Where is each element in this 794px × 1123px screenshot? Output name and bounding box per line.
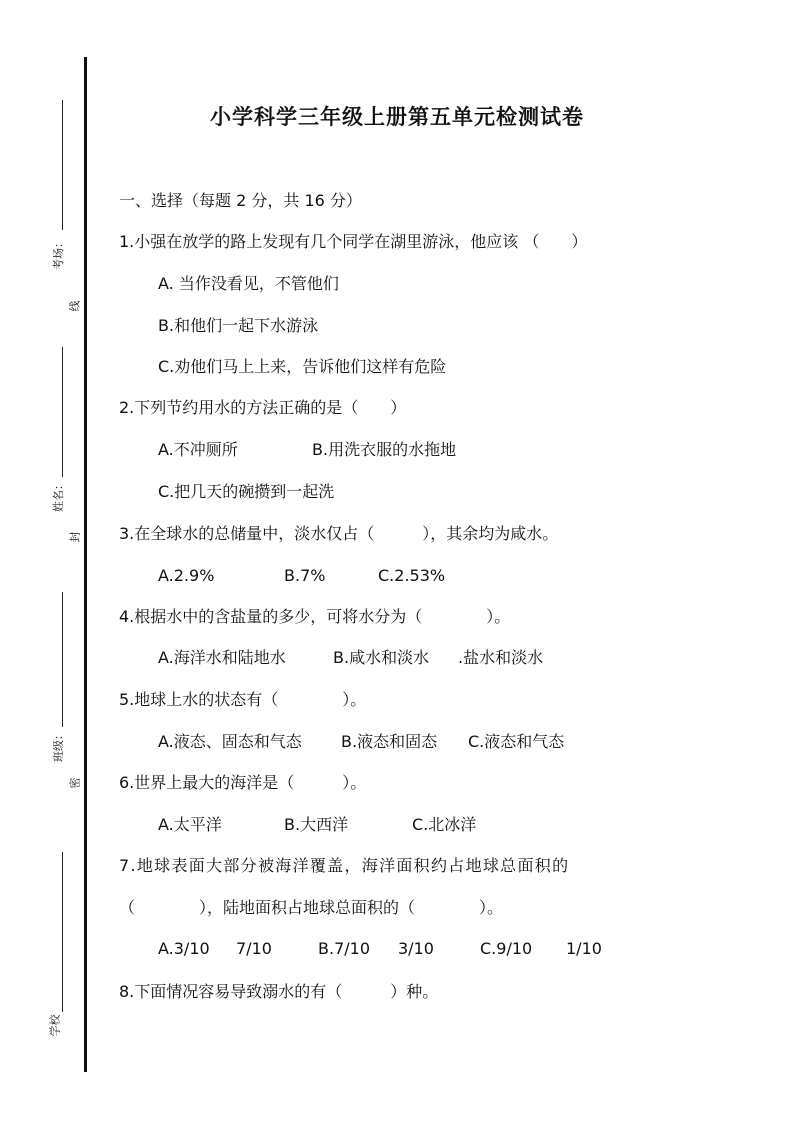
question-3: 3.在全球水的总储量中，淡水仅占（ ），其余均为咸水。 (119, 524, 559, 543)
question-2: 2.下列节约用水的方法正确的是（ ） (119, 398, 407, 417)
seal-char-feng: 封 (68, 531, 82, 543)
question-8: 8.下面情况容易导致溺水的有（ ）种。 (119, 982, 439, 1001)
seal-char-xian: 线 (68, 300, 82, 312)
name-label: 姓名： (52, 479, 65, 512)
question-2-option-b: B.用洗衣服的水拖地 (312, 440, 457, 459)
question-6-option-a: A.太平洋 (158, 815, 222, 834)
question-2-option-a: A.不冲厕所 (158, 440, 238, 459)
question-6: 6.世界上最大的海洋是（ ）。 (119, 773, 367, 792)
school-underline (62, 852, 63, 1012)
seal-char-mi: 密 (68, 777, 82, 789)
question-4-option-c: .盐水和淡水 (458, 648, 544, 667)
question-6-option-b: B.大西洋 (284, 815, 349, 834)
question-7-option-a-second: 7/10 (236, 939, 272, 958)
section-heading: 一、选择（每题 2 分，共 16 分） (119, 191, 362, 210)
question-7-option-b-second: 3/10 (398, 939, 434, 958)
question-3-option-b: B.7% (284, 566, 326, 585)
question-7: 7.地球表面大部分被海洋覆盖，海洋面积约占地球总面积的 (119, 856, 570, 875)
binding-margin (0, 0, 100, 1123)
question-1-option-a: A. 当作没看见，不管他们 (158, 274, 339, 293)
question-3-option-a: A.2.9% (158, 566, 215, 585)
question-7-option-b: B.7/10 (318, 939, 370, 958)
question-1: 1.小强在放学的路上发现有几个同学在湖里游泳，他应该 （ ） (119, 232, 588, 251)
question-3-option-c: C.2.53% (378, 566, 446, 585)
question-7-continued: （ ），陆地面积占地球总面积的（ ）。 (119, 898, 504, 917)
question-1-option-c: C.劝他们马上上来，告诉他们这样有危险 (158, 357, 447, 376)
question-4-option-b: B.咸水和淡水 (333, 648, 430, 667)
question-4: 4.根据水中的含盐量的多少，可将水分为（ ）。 (119, 607, 511, 626)
question-6-option-c: C.北冰洋 (412, 815, 477, 834)
class-underline (62, 592, 63, 727)
question-2-option-c: C.把几天的碗攒到一起洗 (158, 482, 335, 501)
question-1-option-b: B.和他们一起下水游泳 (158, 316, 319, 335)
question-7-option-c: C.9/10 (480, 939, 533, 958)
question-7-option-c-second: 1/10 (566, 939, 602, 958)
question-5-option-c: C.液态和气态 (468, 732, 565, 751)
name-underline (62, 347, 63, 477)
question-7-option-a: A.3/10 (158, 939, 210, 958)
page-title: 小学科学三年级上册第五单元检测试卷 (210, 104, 584, 129)
class-label: 班级： (52, 729, 65, 762)
question-4-option-a: A.海洋水和陆地水 (158, 648, 286, 667)
question-5-option-a: A.液态、固态和气态 (158, 732, 302, 751)
school-label: 学校 (48, 1014, 62, 1037)
question-5-option-b: B.液态和固态 (341, 732, 438, 751)
exam-room-label: 考场： (52, 237, 65, 270)
binding-line (84, 57, 87, 1072)
question-5: 5.地球上水的状态有（ ）。 (119, 690, 367, 709)
